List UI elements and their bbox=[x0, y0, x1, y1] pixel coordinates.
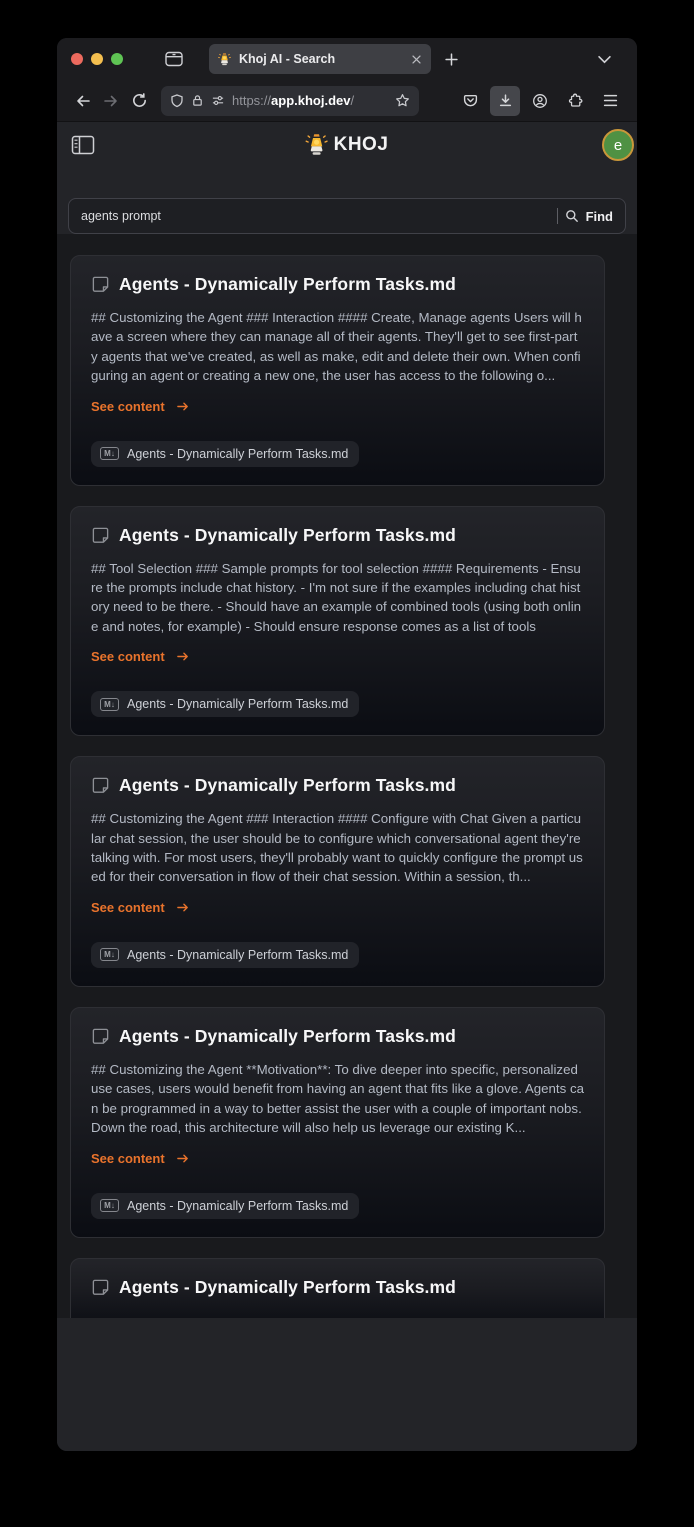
result-card-header bbox=[91, 274, 584, 295]
see-content-label: See content bbox=[91, 649, 165, 665]
result-snippet: ## Customizing the Agent ### Interaction #### Configure with Chat Given a particular chat session, the user should be to configure which conversational agent they're talking with. For most users, they'll probably want to quickly configure the prompt used for their conversation in flow of their chat session. Within a session, th... bbox=[91, 811, 583, 885]
file-chip[interactable] bbox=[91, 441, 359, 467]
pocket-icon[interactable] bbox=[455, 86, 485, 116]
file-chip[interactable] bbox=[91, 1193, 359, 1219]
url-protocol: https:// bbox=[232, 93, 272, 108]
result-card bbox=[70, 506, 605, 737]
browser-tab-bar bbox=[57, 38, 637, 80]
app-header bbox=[57, 122, 637, 168]
result-title: Agents - Dynamically Perform Tasks.md bbox=[119, 1025, 456, 1046]
lock-icon[interactable] bbox=[191, 94, 204, 107]
bookmark-star-icon[interactable] bbox=[395, 93, 410, 108]
result-card-header bbox=[91, 1026, 584, 1047]
note-file-icon bbox=[91, 776, 110, 795]
zoom-window-button[interactable] bbox=[111, 53, 123, 65]
find-label: Find bbox=[585, 208, 613, 224]
markdown-icon: M↓ bbox=[100, 948, 119, 961]
khoj-lantern-icon bbox=[306, 132, 328, 158]
result-card bbox=[70, 756, 605, 987]
minimize-window-button[interactable] bbox=[91, 53, 103, 65]
close-window-button[interactable] bbox=[71, 53, 83, 65]
tab-list-chevron-down-icon[interactable] bbox=[598, 55, 611, 64]
result-title: Agents - Dynamically Perform Tasks.md bbox=[119, 1276, 456, 1297]
result-snippet: ## Customizing the Agent **Motivation**: To dive deeper into specific, personalized use cases, users would benefit from having an agent that fits like a glove. Agents can be programmed in a way to better assist the user with a couple of important nobs. Down the road, this architecture will also help us leverage our existing K... bbox=[91, 1061, 585, 1136]
see-content-link[interactable] bbox=[91, 1151, 584, 1166]
search-results-region bbox=[57, 234, 637, 1318]
file-chip-row bbox=[91, 942, 584, 968]
sidebar-toggle-icon[interactable] bbox=[71, 135, 95, 155]
firefox-view-icon[interactable] bbox=[165, 51, 183, 67]
input-caret-divider bbox=[557, 208, 558, 224]
note-file-icon bbox=[91, 275, 110, 294]
note-file-icon bbox=[91, 526, 110, 545]
arrow-right-icon bbox=[176, 901, 190, 914]
markdown-icon: M↓ bbox=[100, 698, 119, 711]
result-card-header bbox=[91, 525, 584, 546]
result-card-header bbox=[91, 775, 584, 796]
url-text[interactable] bbox=[232, 93, 388, 108]
tab-khoj-ai-search[interactable] bbox=[209, 44, 431, 74]
downloads-button[interactable] bbox=[490, 86, 520, 116]
address-bar[interactable] bbox=[161, 86, 419, 116]
search-results-list bbox=[70, 255, 605, 1318]
tab-title: Khoj AI - Search bbox=[239, 52, 336, 66]
extensions-puzzle-icon[interactable] bbox=[560, 86, 590, 116]
khoj-app bbox=[57, 122, 637, 1451]
url-host: app.khoj.dev bbox=[271, 93, 351, 108]
result-card bbox=[70, 255, 605, 486]
note-file-icon bbox=[91, 1027, 110, 1046]
search-icon bbox=[565, 209, 579, 223]
note-file-icon bbox=[91, 1278, 110, 1297]
see-content-link[interactable] bbox=[91, 399, 584, 414]
file-chip-row bbox=[91, 441, 584, 467]
result-card bbox=[70, 1007, 605, 1238]
back-button[interactable] bbox=[69, 87, 97, 115]
file-chip-row bbox=[91, 1193, 584, 1219]
arrow-right-icon bbox=[176, 1152, 190, 1165]
file-chip-label: Agents - Dynamically Perform Tasks.md bbox=[127, 947, 349, 962]
file-chip[interactable] bbox=[91, 691, 359, 717]
result-title: Agents - Dynamically Perform Tasks.md bbox=[119, 775, 456, 796]
result-title: Agents - Dynamically Perform Tasks.md bbox=[119, 274, 456, 294]
see-content-label: See content bbox=[91, 398, 165, 414]
see-content-label: See content bbox=[91, 1150, 165, 1166]
result-snippet: ## Tool Selection ### Sample prompts for tool selection #### Requirements - Ensure the prompts include chat history. - I'm not sure if the examples including chat history need to be there. - Should have an example of combined tools (using both online and notes, for example) - Should ensure response comes as a list of tools bbox=[91, 560, 582, 634]
result-card bbox=[70, 1258, 605, 1319]
file-chip-label: Agents - Dynamically Perform Tasks.md bbox=[127, 446, 349, 461]
search-bar bbox=[68, 198, 626, 234]
arrow-right-icon bbox=[176, 400, 190, 413]
reload-button[interactable] bbox=[125, 87, 153, 115]
file-chip-label: Agents - Dynamically Perform Tasks.md bbox=[127, 697, 349, 712]
markdown-icon: M↓ bbox=[100, 1199, 119, 1212]
tracking-shield-icon[interactable] bbox=[170, 94, 184, 108]
search-input[interactable] bbox=[81, 209, 557, 223]
menu-hamburger-icon[interactable] bbox=[595, 86, 625, 116]
see-content-link[interactable] bbox=[91, 900, 584, 915]
khoj-favicon-icon bbox=[218, 52, 231, 67]
forward-button[interactable] bbox=[97, 87, 125, 115]
find-button[interactable] bbox=[557, 208, 613, 224]
file-chip-row bbox=[91, 691, 584, 717]
account-icon[interactable] bbox=[525, 86, 555, 116]
result-title: Agents - Dynamically Perform Tasks.md bbox=[119, 524, 456, 545]
file-chip[interactable] bbox=[91, 942, 359, 968]
new-tab-button[interactable] bbox=[445, 53, 458, 66]
see-content-label: See content bbox=[91, 899, 165, 915]
url-path: / bbox=[350, 93, 355, 108]
browser-window bbox=[57, 38, 637, 1451]
file-chip-label: Agents - Dynamically Perform Tasks.md bbox=[127, 1198, 349, 1213]
tab-close-icon[interactable] bbox=[411, 54, 422, 65]
result-card-header bbox=[91, 1277, 584, 1298]
see-content-link[interactable] bbox=[91, 649, 584, 664]
avatar[interactable]: e bbox=[602, 129, 634, 161]
markdown-icon: M↓ bbox=[100, 447, 119, 460]
permissions-sliders-icon[interactable] bbox=[211, 94, 225, 107]
toolbar-right-icons bbox=[455, 86, 625, 116]
arrow-right-icon bbox=[176, 650, 190, 663]
window-controls bbox=[71, 53, 123, 65]
browser-toolbar bbox=[57, 80, 637, 122]
khoj-logo[interactable] bbox=[306, 132, 389, 158]
logo-text: KHOJ bbox=[333, 134, 389, 155]
result-snippet: ## Customizing the Agent ### Interaction #### Create, Manage agents Users will have a screen where they can manage all of their agents. They'll get to see first-party agents that we've created, as well as make, edit and delete their own. When configuring an agent or creating a new one, the user has access to the following o... bbox=[91, 310, 582, 384]
